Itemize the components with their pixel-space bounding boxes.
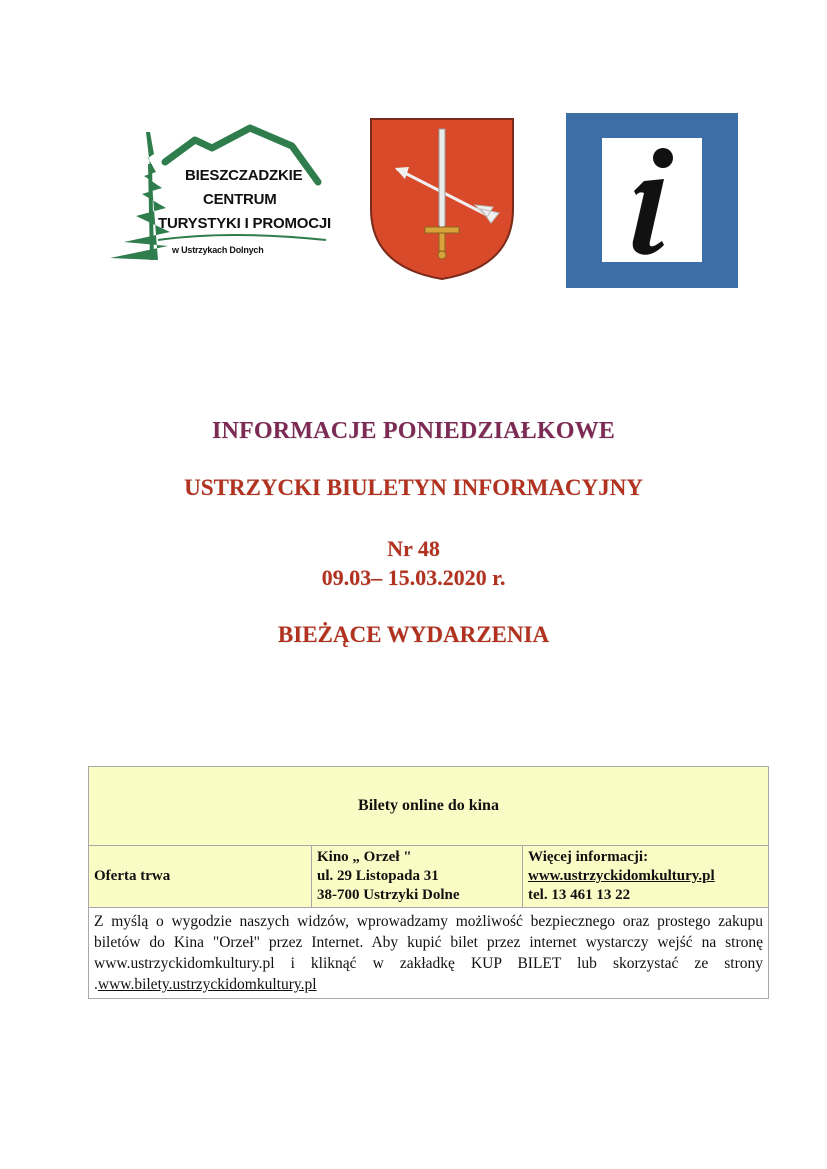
- more-info-label: Więcej informacji:: [528, 849, 649, 865]
- bulletin-dates: 09.03– 15.03.2020 r.: [321, 565, 506, 590]
- information-i-icon: [566, 113, 738, 288]
- event-title-row: [89, 767, 769, 846]
- bcti-logo: [110, 124, 332, 264]
- bcti-line-2: CENTRUM: [203, 191, 277, 208]
- location-street: ul. 29 Listopada 31: [317, 868, 439, 884]
- event-description: [89, 908, 769, 999]
- heading-current-events: BIEŻĄCE WYDARZENIA: [277, 622, 550, 647]
- ticket-site-link[interactable]: www.bilety.ustrzyckidomkultury.pl: [97, 976, 317, 993]
- coat-of-arms: [369, 117, 515, 281]
- sword-arrow-shield-icon: [369, 117, 515, 281]
- more-info: [523, 846, 769, 908]
- contact-phone: tel. 13 461 13 22: [528, 887, 631, 903]
- event-info-row: [89, 846, 769, 908]
- event-table: [88, 766, 769, 999]
- bcti-line-3: TURYSTYKI I PROMOCJI: [158, 215, 331, 232]
- event-location: [312, 846, 523, 908]
- heading-info: INFORMACJE PONIEDZIAŁKOWE: [211, 418, 616, 444]
- description-text: Z myślą o wygodzie naszych widzów, wprowadzamy możliwość bezpiecznego oraz prostego zakupu biletów do Kina "Orzeł" przez Internet. Aby kupić bilet przez internet wystarczy wejść na stronę www.ustrzyckidomkultury.pl i kliknąć w zakładkę KUP BILET lub skorzystać ze strony .: [94, 913, 763, 993]
- bcti-line-1: BIESZCZADZKIE: [185, 167, 303, 184]
- bcti-line-4: w Ustrzykach Dolnych: [172, 245, 264, 255]
- more-info-link[interactable]: www.ustrzyckidomkultury.pl: [528, 868, 715, 884]
- location-city: 38-700 Ustrzyki Dolne: [317, 887, 460, 903]
- heading-bulletin: USTRZYCKI BIULETYN INFORMACYJNY: [184, 475, 643, 500]
- bulletin-number: Nr 48: [387, 536, 440, 561]
- offer-duration: Oferta trwa: [89, 846, 312, 908]
- event-title: Bilety online do kina: [89, 767, 769, 846]
- information-sign: [566, 113, 738, 288]
- location-venue: Kino „ Orzeł ": [317, 849, 412, 865]
- event-description-row: [89, 908, 769, 999]
